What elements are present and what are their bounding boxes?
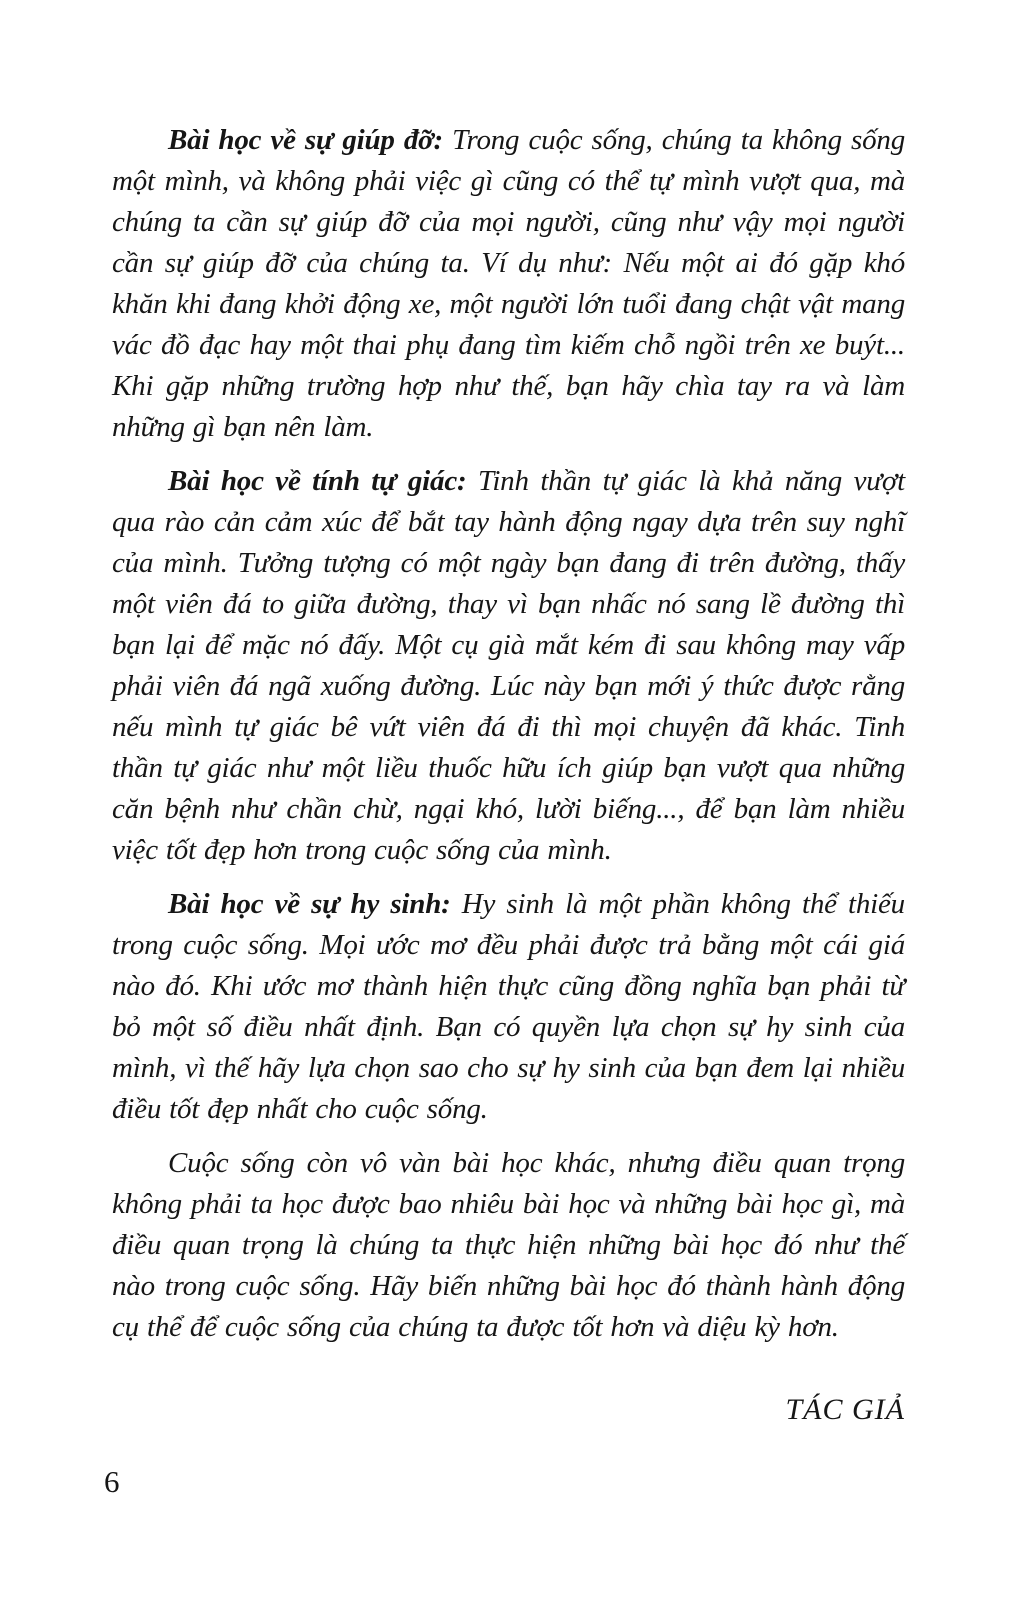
paragraph-lesson-self-discipline — [112, 461, 905, 871]
paragraph-body: Trong cuộc sống, chúng ta không sống một mình, và không phải việc gì cũng có thể tự mình vượt qua, mà chúng ta cần sự giúp đỡ của mọi người, cũng như vậy mọi người cần sự giúp đỡ của chúng ta. Ví dụ như: Nếu một ai đó gặp khó khăn khi đang khởi động xe, một người lớn tuổi đang chật vật mang vác đồ đạc hay một thai phụ đang tìm kiếm chỗ ngồi trên xe buýt... Khi gặp những trường hợp như thế, bạn hãy chìa tay ra và làm những gì bạn nên làm. — [112, 124, 905, 443]
paragraph-lesson-sacrifice — [112, 884, 905, 1130]
paragraph-body: Tinh thần tự giác là khả năng vượt qua rào cản cảm xúc để bắt tay hành động ngay dựa trên suy nghĩ của mình. Tưởng tượng có một ngày bạn đang đi trên đường, thấy một viên đá to giữa đường, thay vì bạn nhấc nó sang lề đường thì bạn lại để mặc nó đấy. Một cụ già mắt kém đi sau không may vấp phải viên đá ngã xuống đường. Lúc này bạn mới ý thức được rằng nếu mình tự giác bê vứt viên đá đi thì mọi chuyện đã khác. Tinh thần tự giác như một liều thuốc hữu ích giúp bạn vượt qua những căn bệnh như chần chừ, ngại khó, lười biếng..., để bạn làm nhiều việc tốt đẹp hơn trong cuộc sống của mình. — [112, 465, 905, 866]
page-number: 6 — [104, 1464, 120, 1499]
text-block — [112, 120, 905, 1428]
paragraph-lead: Bài học về tính tự giác: — [168, 465, 467, 497]
author-signature: TÁC GIẢ — [785, 1393, 905, 1426]
paragraph-lead: Bài học về sự giúp đỡ: — [168, 124, 443, 156]
paragraph-closing — [112, 1143, 905, 1348]
paragraph-body: Cuộc sống còn vô vàn bài học khác, nhưng điều quan trọng không phải ta học được bao nhiêu bài học và những bài học gì, mà điều quan trọng là chúng ta thực hiện những bài học đó như thế nào trong cuộc sống. Hãy biến những bài học đó thành hành động cụ thể để cuộc sống của chúng ta được tốt hơn và diệu kỳ hơn. — [112, 1147, 905, 1343]
paragraph-body: Hy sinh là một phần không thể thiếu trong cuộc sống. Mọi ước mơ đều phải được trả bằng một cái giá nào đó. Khi ước mơ thành hiện thực cũng đồng nghĩa bạn phải từ bỏ một số điều nhất định. Bạn có quyền lựa chọn sự hy sinh của mình, vì thế hãy lựa chọn sao cho sự hy sinh của bạn đem lại nhiều điều tốt đẹp nhất cho cuộc sống. — [112, 888, 905, 1125]
paragraph-lead: Bài học về sự hy sinh: — [168, 888, 451, 920]
paragraph-lesson-helping — [112, 120, 905, 448]
